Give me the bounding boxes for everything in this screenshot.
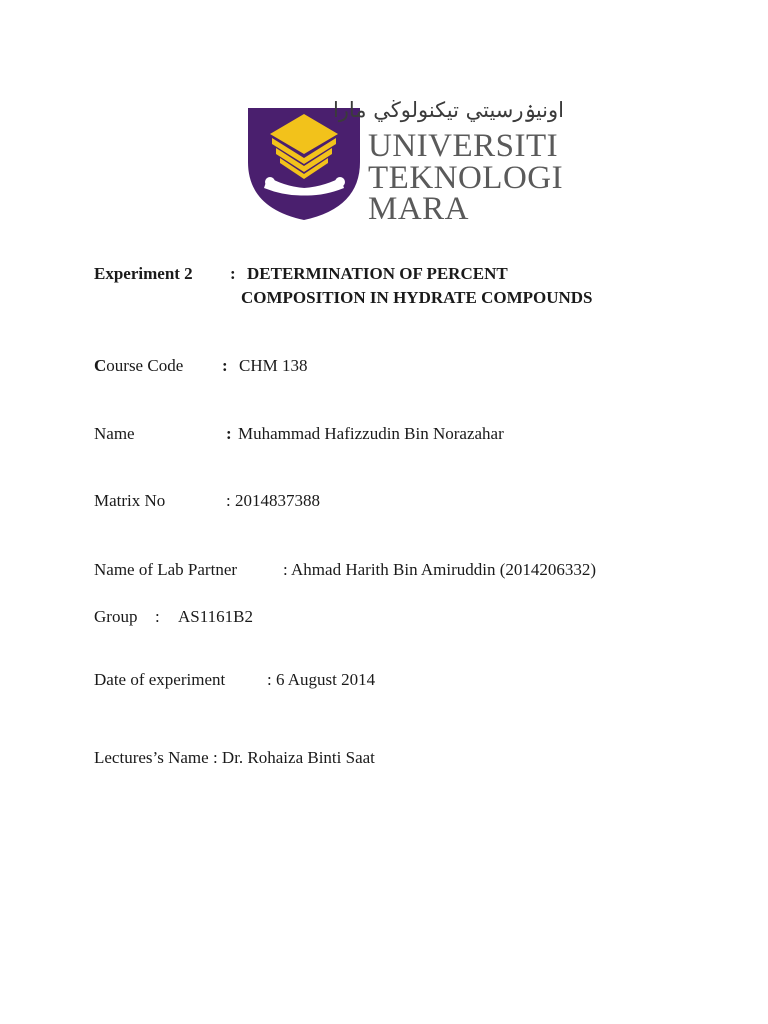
experiment-title-line2: COMPOSITION IN HYDRATE COMPOUNDS (241, 288, 593, 307)
group-value: AS1161B2 (178, 607, 253, 626)
name-value: Muhammad Hafizzudin Bin Norazahar (238, 424, 504, 443)
course-code-value: CHM 138 (239, 356, 308, 375)
name-label: Name (94, 424, 135, 443)
lab-partner-value: : Ahmad Harith Bin Amiruddin (2014206332) (283, 560, 597, 579)
experiment-title-line1: DETERMINATION OF PERCENT (247, 264, 508, 283)
date-label: Date of experiment (94, 670, 226, 689)
experiment-row (94, 264, 193, 284)
logo-word-mara: MARA (368, 191, 470, 227)
experiment-label: Experiment 2 (94, 264, 193, 283)
logo-word-universiti: UNIVERSITI (368, 128, 559, 164)
lecturer-line: Lectures’s Name : Dr. Rohaiza Binti Saat (94, 748, 375, 767)
course-code-label-initial: C (94, 356, 107, 375)
logo-word-teknologi: TEKNOLOGI (368, 160, 564, 196)
course-code-label (94, 356, 183, 376)
date-value: : 6 August 2014 (267, 670, 376, 689)
logo-jawi-text: اونيۏرسيتي تيكنولوڬي مارا (332, 98, 564, 122)
course-code-label-rest: ourse Code (106, 356, 184, 375)
group-separator: : (155, 607, 160, 626)
matrix-value: : 2014837388 (226, 491, 320, 510)
name-separator: : (226, 424, 232, 443)
group-label: Group (94, 607, 138, 626)
experiment-separator: : (230, 264, 236, 283)
matrix-label: Matrix No (94, 491, 166, 510)
lab-partner-label: Name of Lab Partner (94, 560, 238, 579)
course-code-separator: : (222, 356, 228, 375)
university-logo (240, 98, 580, 227)
